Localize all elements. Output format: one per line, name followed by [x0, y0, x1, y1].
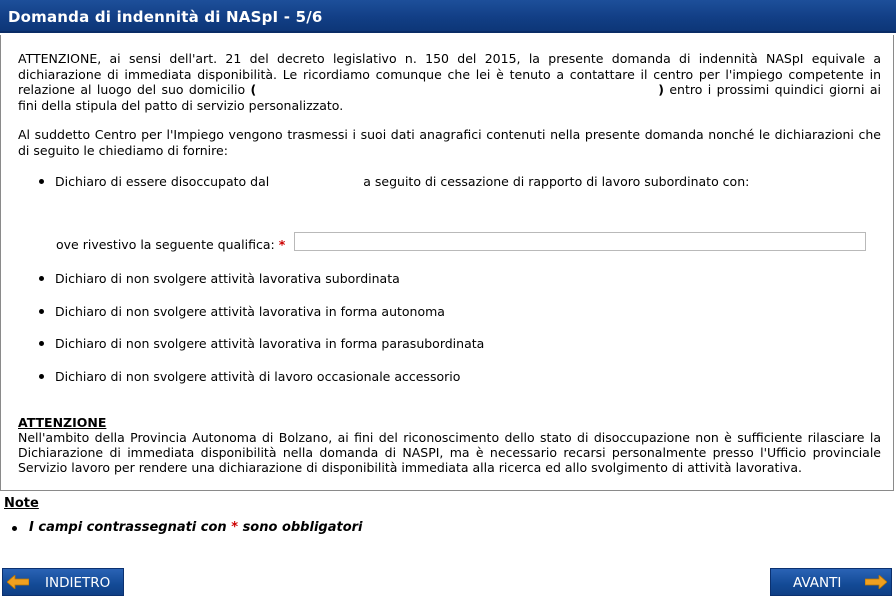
title-bar: [0, 0, 896, 33]
arrow-right-icon: [865, 575, 887, 589]
bullet-dot: [39, 179, 44, 184]
intro-paragraph: [18, 51, 881, 113]
domicile-paren-open: (: [250, 82, 257, 97]
transmission-paragraph: Al suddetto Centro per l'Impiego vengono trasmessi i suoi dati anagrafici contenuti nella presente domanda nonché le dichiarazioni che di seguito le chiediamo di fornire:: [18, 127, 881, 158]
bullet-dot: [39, 374, 44, 379]
back-button[interactable]: [2, 568, 124, 596]
declaration-unemployed-part2: a seguito di cessazione di rapporto di lavoro subordinato con:: [363, 174, 750, 189]
bullet-dot: [39, 276, 44, 281]
attention-text: Nell'ambito della Provincia Autonoma di Bolzano, ai fini del riconoscimento dello stato di disoccupazione non è sufficiente rilasciare la Dichiarazione di immediata disponibilità nella domanda di NASPI, ma è necessario recarsi personalmente presso l'Ufficio provinciale Servizio lavoro per rendere una dichiarazione di disponibilità immediata alla ricerca ed allo svolgimento di attività lavorativa.: [18, 430, 881, 475]
back-button-label: INDIETRO: [45, 575, 111, 591]
attention-title: ATTENZIONE: [18, 415, 107, 430]
notes-text-part2: sono obbligatori: [242, 520, 363, 535]
declaration-unemployed-part1: Dichiaro di essere disoccupato dal: [55, 174, 270, 189]
next-button-label: AVANTI: [793, 575, 842, 591]
bullet-dot: [39, 309, 44, 314]
form-panel: ATTENZIONE, ai sensi dell'art. 21 del decreto legislativo n. 150 del 2015, la presente domanda di indennità NASpI equivale a dichiarazione di immediata disponibilità. Le ricordiamo comunque che lei è tenuto a contattare il centro per l'impiego competente in relazione al luogo del suo domicilio ( ) entro i prossimi quindici giorni ai fini della stipula del patto di servizio personalizzato. Al suddetto Centro per l'Impiego vengono trasmessi i suoi dati anagrafici contenuti nella presente domanda nonché le dichiarazioni che di seguito le chiediamo di fornire: Dichiaro di essere disoccupato dal a seguito di cessazione di rapporto di lavoro subordinato con: ove rivestivo la seguente qualifica: * Dichiaro di non svolgere attività lavorativa subordinata Dichiaro di non svolgere attività lavorativa in forma autonoma Dichiaro di non svolgere attività lavorativa in forma parasubordinata Dichiaro di non svolgere attività di lavoro occasionale accessorio ATTENZIONE Nell'ambito della Provincia Autonoma di Bolzano, ai fini del riconoscimento dello stato di disoccupazione non è sufficiente rilasciare la Dichiarazione di immediata disponibilità nella domanda di NASPI, ma è necessario recarsi personalmente presso l'Ufficio provinciale Servizio lavoro per rendere una dichiarazione di disponibilità immediata alla ricerca ed allo svolgimento di attività lavorativa.: [0, 35, 894, 491]
notes-required-marker: *: [231, 520, 239, 535]
bullet-dot: [12, 526, 17, 531]
bullet-dot: [39, 341, 44, 346]
intro-text: ATTENZIONE, ai sensi dell'art. 21 del decreto legislativo n. 150 del 2015, la presente domanda di indennità NASpI equivale a dichiarazione di immediata disponibilità. Le ricordiamo comunque che lei è tenuto a contattare il centro per l'impiego competente in relazione al luogo del suo domicilio: [18, 51, 881, 97]
intro-text-end: entro i prossimi quindici giorni ai fini della stipula del patto di servizio personalizzato.: [18, 82, 881, 113]
page-title: Domanda di indennità di NASpI - 5/6: [8, 8, 323, 26]
qualifica-label: ove rivestivo la seguente qualifica:: [56, 237, 275, 252]
qualifica-input[interactable]: [294, 232, 866, 251]
notes-title: Note: [4, 496, 39, 511]
arrow-left-icon: [7, 575, 29, 589]
qualifica-row: [56, 237, 285, 252]
domicile-paren-close: ): [658, 82, 664, 97]
notes-text-part1: I campi contrassegnati con: [29, 520, 227, 535]
required-marker: *: [278, 237, 286, 252]
next-button[interactable]: [770, 568, 892, 596]
